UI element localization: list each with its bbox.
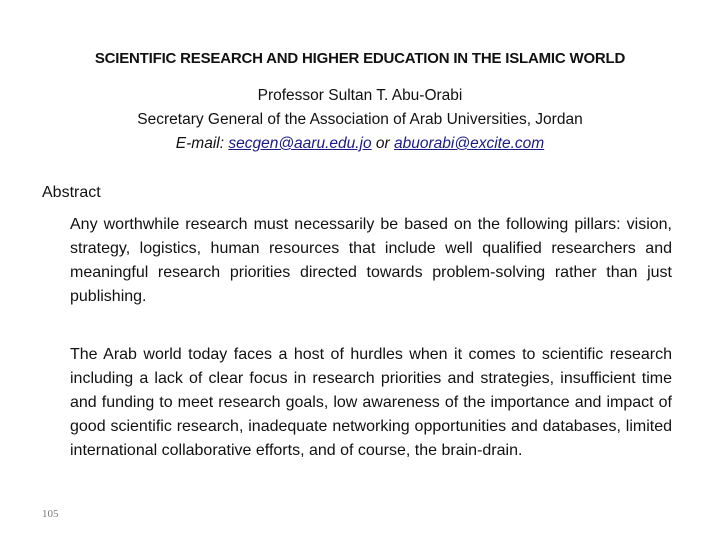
email-link-secondary[interactable]: abuorabi@excite.com: [394, 135, 545, 152]
email-prefix: E-mail:: [175, 135, 229, 152]
page-number: 105: [42, 508, 59, 520]
email-link-primary[interactable]: secgen@aaru.edu.jo: [228, 135, 372, 152]
author-name: Professor Sultan T. Abu-Orabi: [257, 87, 463, 104]
author-email-line: [0, 132, 720, 156]
author-block: [0, 84, 720, 156]
email-separator: or: [371, 135, 395, 152]
abstract-paragraph-2: The Arab world today faces a host of hurdles when it comes to scientific research including a lack of clear focus in research priorities and strategies, insufficient time and funding to meet research goals, low awareness of the importance and impact of good scientific research, inadequate networking opportunities and databases, limited international collaborative efforts, and of course, the brain-drain.: [70, 346, 672, 459]
author-affiliation: Secretary General of the Association of Arab Universities, Jordan: [137, 111, 583, 128]
abstract-heading: Abstract: [42, 184, 101, 201]
paper-title: SCIENTIFIC RESEARCH AND HIGHER EDUCATION IN THE ISLAMIC WORLD: [94, 50, 626, 67]
abstract-paragraph-1: Any worthwhile research must necessarily be based on the following pillars: vision, strategy, logistics, human resources that include well qualified researchers and meaningful research priorities directed towards problem-solving rather than just publishing.: [70, 216, 672, 305]
